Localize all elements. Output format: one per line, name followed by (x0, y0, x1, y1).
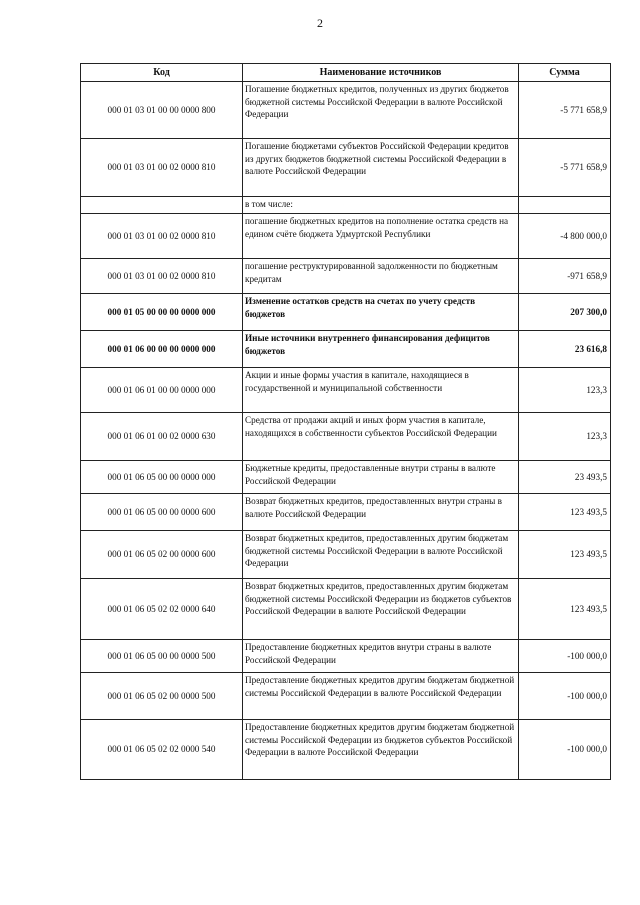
row-name: погашение бюджетных кредитов на пополнение остатка средств на едином счёте бюджета Удмуртской Республики (243, 214, 519, 259)
table-row (81, 294, 611, 331)
row-name: Погашение бюджетных кредитов, полученных из других бюджетов бюджетной системы Российской Федерации в валюте Российской Федерации (243, 82, 519, 139)
header-name: Наименование источников (243, 64, 519, 82)
table-row (81, 720, 611, 780)
row-sum: 23 616,8 (519, 331, 611, 368)
row-sum: 23 493,5 (519, 461, 611, 494)
table-row (81, 259, 611, 294)
row-sum: 123 493,5 (519, 531, 611, 579)
row-name: Предоставление бюджетных кредитов внутри страны в валюте Российской Федерации (243, 640, 519, 673)
row-sum: -100 000,0 (519, 720, 611, 780)
row-sum: -5 771 658,9 (519, 82, 611, 139)
row-name: Возврат бюджетных кредитов, предоставленных другим бюджетам бюджетной системы Российской Федерации в валюте Российской Федерации (243, 531, 519, 579)
table-row (81, 494, 611, 531)
sources-table (80, 63, 611, 780)
row-sum: -100 000,0 (519, 640, 611, 673)
row-name: Возврат бюджетных кредитов, предоставленных другим бюджетам бюджетной системы Российской Федерации из бюджетов субъектов Российской Федерации в валюте Российской Федерации (243, 579, 519, 640)
table-row (81, 579, 611, 640)
row-code: 000 01 06 01 00 02 0000 630 (81, 413, 243, 461)
row-code: 000 01 06 05 00 00 0000 500 (81, 640, 243, 673)
row-sum: 123,3 (519, 368, 611, 413)
table-row (81, 640, 611, 673)
page-number: 2 (317, 16, 323, 30)
row-name: Предоставление бюджетных кредитов другим бюджетам бюджетной системы Российской Федерации из бюджетов субъектов Российской Федерации в валюте Российской Федерации (243, 720, 519, 780)
row-name: в том числе: (243, 197, 519, 214)
row-name: Иные источники внутреннего финансирования дефицитов бюджетов (243, 331, 519, 368)
row-sum: 207 300,0 (519, 294, 611, 331)
row-code: 000 01 06 05 02 02 0000 540 (81, 720, 243, 780)
row-code: 000 01 05 00 00 00 0000 000 (81, 294, 243, 331)
row-code: 000 01 06 05 02 02 0000 640 (81, 579, 243, 640)
row-sum: 123 493,5 (519, 579, 611, 640)
row-code: 000 01 06 05 02 00 0000 600 (81, 531, 243, 579)
row-sum: -100 000,0 (519, 673, 611, 720)
row-code: 000 01 06 01 00 00 0000 000 (81, 368, 243, 413)
row-sum: 123 493,5 (519, 494, 611, 531)
row-name: Акции и иные формы участия в капитале, находящиеся в государственной и муниципальной собственности (243, 368, 519, 413)
row-sum: -971 658,9 (519, 259, 611, 294)
row-code (81, 197, 243, 214)
row-code: 000 01 03 01 00 02 0000 810 (81, 214, 243, 259)
table-row (81, 673, 611, 720)
row-name: Погашение бюджетами субъектов Российской Федерации кредитов из других бюджетов бюджетной системы Российской Федерации в валюте Российской Федерации (243, 139, 519, 197)
row-name: Предоставление бюджетных кредитов другим бюджетам бюджетной системы Российской Федерации в валюте Российской Федерации (243, 673, 519, 720)
row-code: 000 01 06 05 00 00 0000 600 (81, 494, 243, 531)
table-row (81, 461, 611, 494)
row-sum: -5 771 658,9 (519, 139, 611, 197)
row-name: Изменение остатков средств на счетах по учету средств бюджетов (243, 294, 519, 331)
table-row (81, 82, 611, 139)
table-row (81, 139, 611, 197)
row-name: Средства от продажи акций и иных форм участия в капитале, находящихся в собственности субъектов Российской Федерации (243, 413, 519, 461)
table-header-row (81, 64, 611, 82)
row-sum: -4 800 000,0 (519, 214, 611, 259)
header-sum: Сумма (519, 64, 611, 82)
row-code: 000 01 06 05 00 00 0000 000 (81, 461, 243, 494)
table-row (81, 331, 611, 368)
row-name: Возврат бюджетных кредитов, предоставленных внутри страны в валюте Российской Федерации (243, 494, 519, 531)
row-sum (519, 197, 611, 214)
table-row (81, 368, 611, 413)
header-code: Код (81, 64, 243, 82)
row-code: 000 01 06 00 00 00 0000 000 (81, 331, 243, 368)
row-code: 000 01 03 01 00 00 0000 800 (81, 82, 243, 139)
row-code: 000 01 03 01 00 02 0000 810 (81, 259, 243, 294)
table-row (81, 214, 611, 259)
row-code: 000 01 03 01 00 02 0000 810 (81, 139, 243, 197)
table-row (81, 197, 611, 214)
row-sum: 123,3 (519, 413, 611, 461)
row-code: 000 01 06 05 02 00 0000 500 (81, 673, 243, 720)
table-row (81, 531, 611, 579)
table-row (81, 413, 611, 461)
row-name: погашение реструктурированной задолженности по бюджетным кредитам (243, 259, 519, 294)
row-name: Бюджетные кредиты, предоставленные внутри страны в валюте Российской Федерации (243, 461, 519, 494)
